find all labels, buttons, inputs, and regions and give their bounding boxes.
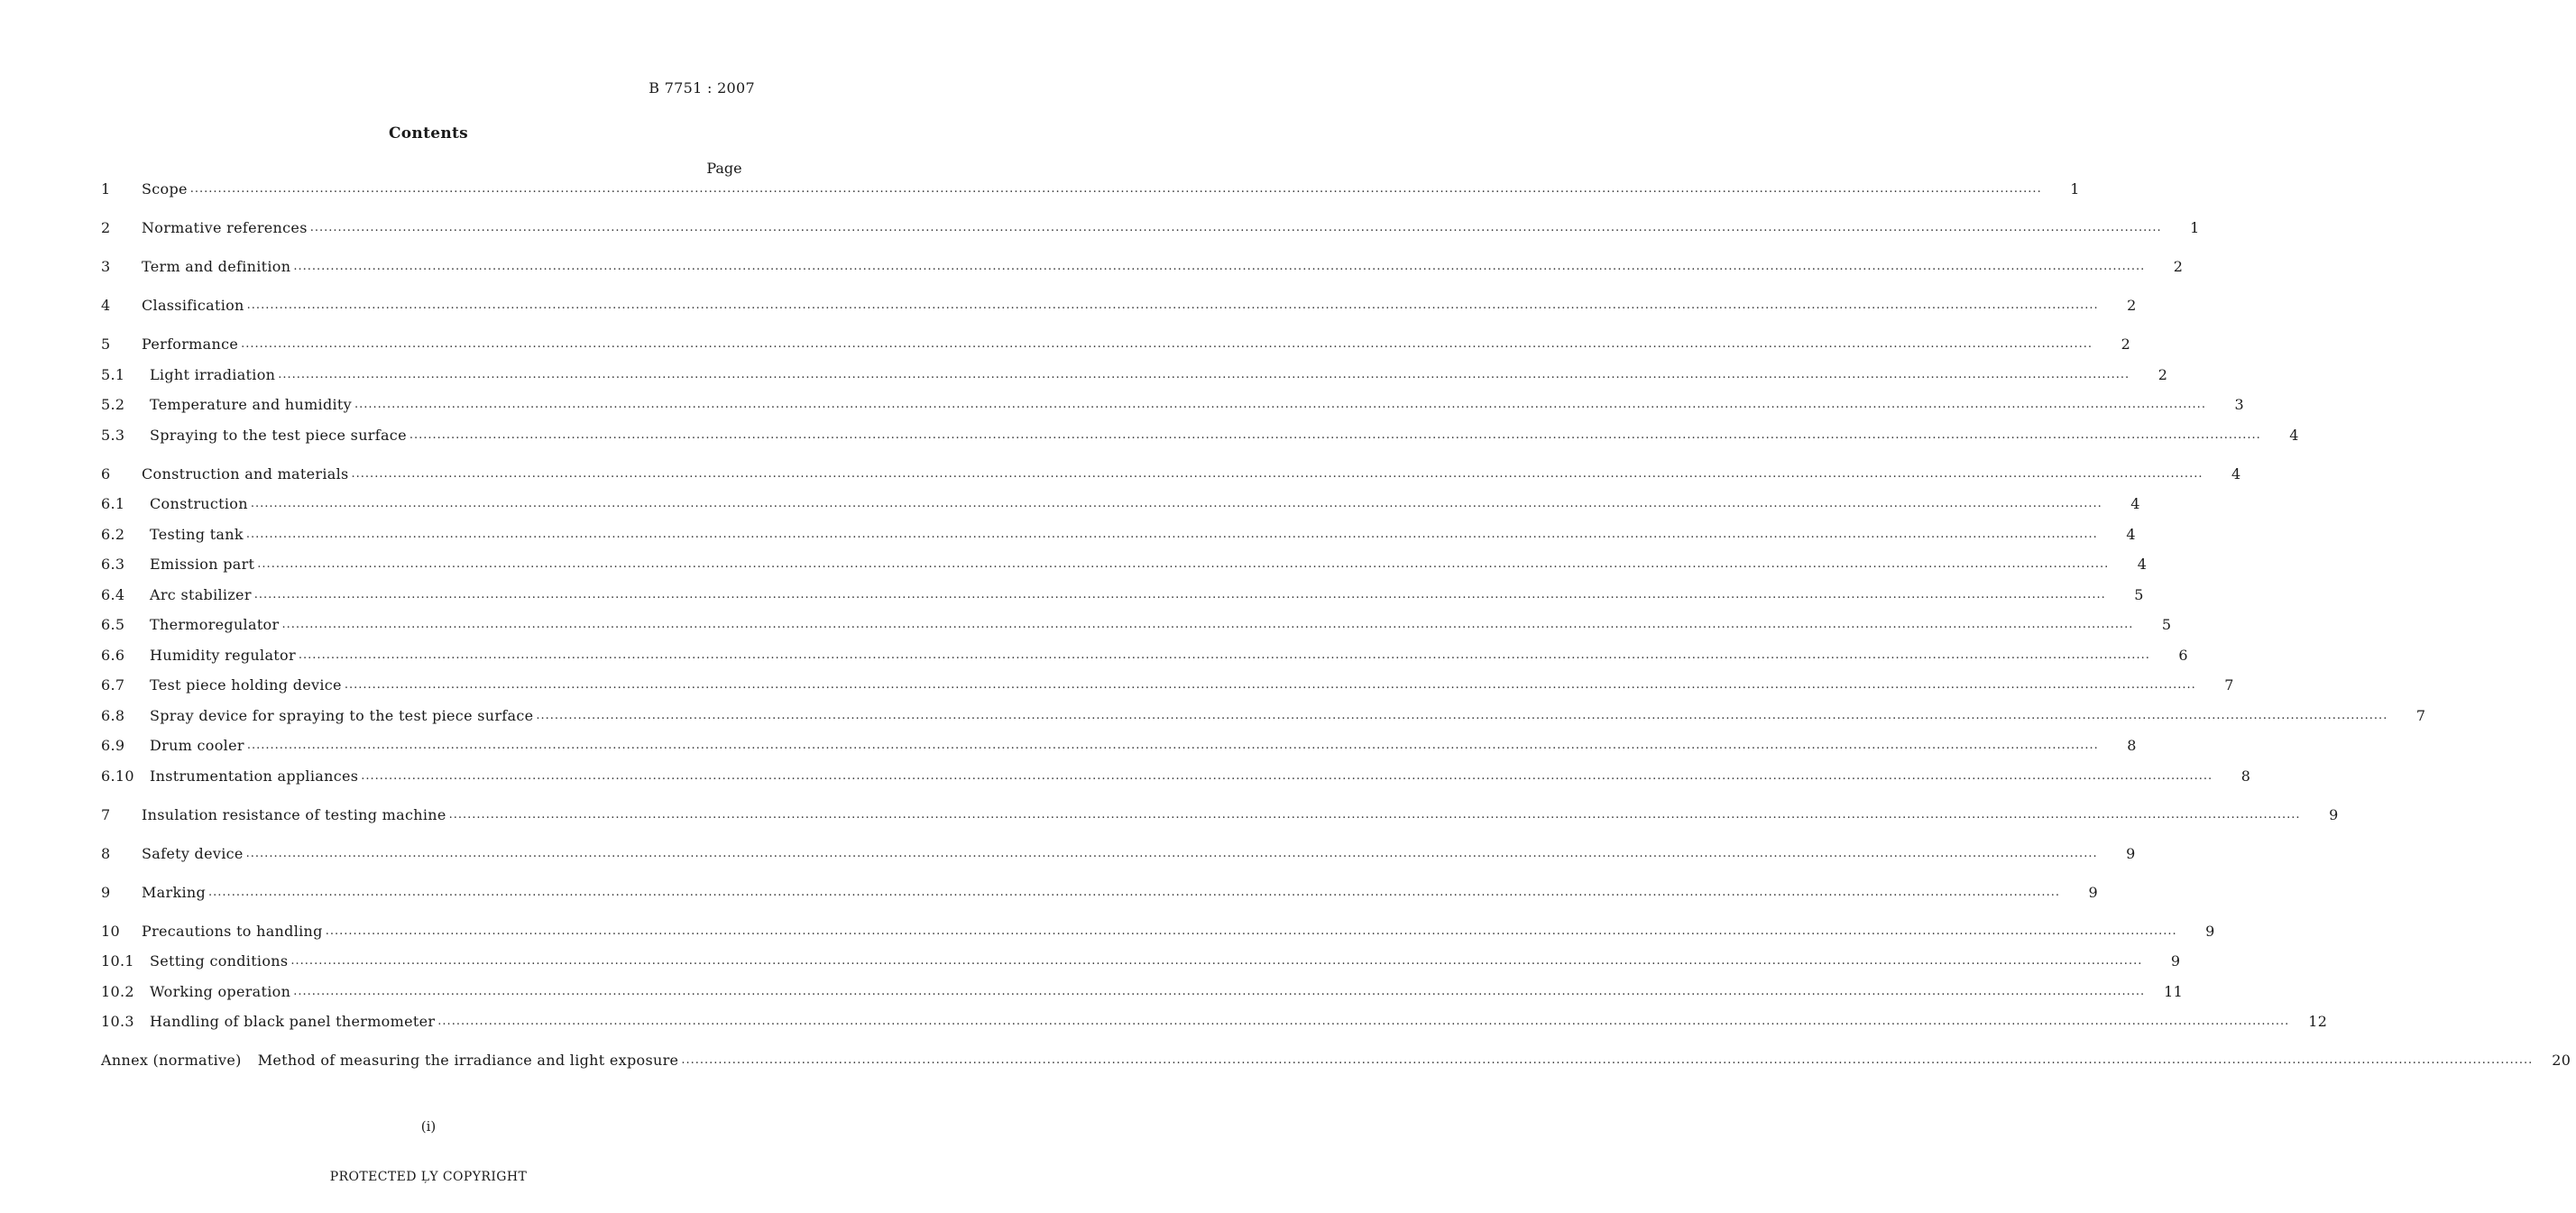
toc-entry-number: 6.3: [101, 556, 125, 573]
toc-entry-label: Performance: [142, 335, 239, 353]
dot-leader: ................................................................................................................................................................................................................................................................................................................................................................................................................: [448, 807, 2301, 822]
dot-leader: ................................................................................................................................................................................................................................................................................................................................................................................................................: [351, 466, 2203, 481]
dot-leader: ................................................................................................................................................................................................................................................................................................................................................................................................................: [409, 427, 2261, 442]
toc-entry[interactable]: [101, 335, 2131, 354]
toc-entry-page: 8: [2127, 737, 2137, 754]
toc-entry-number: 6.1: [101, 495, 125, 512]
dot-leader: ................................................................................................................................................................................................................................................................................................................................................................................................................: [290, 954, 2143, 968]
toc-entry-label: Spraying to the test piece surface: [150, 426, 407, 444]
toc-entry-page: 1: [2070, 180, 2080, 198]
toc-entry-number: 3: [101, 258, 111, 275]
toc-entry-label: Marking: [142, 883, 207, 901]
toc-entry-number: 10: [101, 922, 120, 940]
dot-leader: ................................................................................................................................................................................................................................................................................................................................................................................................................: [246, 739, 2099, 752]
toc-entry-page: 4: [2289, 426, 2299, 444]
dot-leader: ................................................................................................................................................................................................................................................................................................................................................................................................................: [245, 846, 2098, 860]
toc-entry-label: Insulation resistance of testing machine: [142, 805, 446, 823]
toc-entry-page: 11: [2164, 982, 2184, 1000]
toc-entry-label: Classification: [142, 297, 244, 314]
toc-entry[interactable]: [101, 365, 2168, 385]
toc-entry-number: 9: [101, 883, 111, 901]
page-column-header: Page: [706, 160, 742, 177]
toc-entry[interactable]: [101, 646, 2188, 666]
toc-entry[interactable]: [101, 179, 2080, 199]
toc-entry-page: 9: [2329, 805, 2339, 823]
toc-entry[interactable]: [101, 585, 2144, 605]
toc-entry[interactable]: [101, 844, 2136, 864]
toc-entry-label: Safety device: [142, 844, 244, 862]
toc-entry-number: 6.8: [101, 706, 125, 724]
toc-entry-label: Scope: [142, 180, 188, 198]
toc-entry-number: 2: [101, 219, 111, 236]
toc-entry-number: 6: [101, 464, 111, 482]
toc-entry-page: 4: [2231, 464, 2241, 482]
toc-entry-number: 5.3: [101, 426, 125, 444]
toc-entry-page: 8: [2240, 767, 2251, 785]
toc-entry-number: 6.9: [101, 737, 125, 754]
toc-entry-page: 1: [2190, 219, 2200, 236]
dot-leader: ................................................................................................................................................................................................................................................................................................................................................................................................................: [293, 984, 2146, 998]
table-of-contents: [101, 179, 2571, 1071]
dot-leader: ................................................................................................................................................................................................................................................................................................................................................................................................................: [245, 527, 2098, 541]
toc-entry[interactable]: [101, 951, 2181, 971]
dot-leader: ................................................................................................................................................................................................................................................................................................................................................................................................................: [278, 367, 2130, 381]
copyright-notice: PROTECTED ĻY COPYRIGHT: [329, 1170, 528, 1184]
toc-entry-page: 2: [2127, 297, 2137, 314]
toc-entry[interactable]: [101, 767, 2251, 786]
footer-page-number: (i): [420, 1118, 437, 1135]
toc-entry-label: Instrumentation appliances: [150, 767, 359, 785]
toc-entry-number: 7: [101, 805, 111, 823]
toc-entry[interactable]: [101, 257, 2184, 277]
dot-leader: ................................................................................................................................................................................................................................................................................................................................................................................................................: [246, 299, 2099, 312]
dot-leader: ................................................................................................................................................................................................................................................................................................................................................................................................................: [325, 924, 2177, 938]
toc-entry-number: 6.10: [101, 767, 134, 785]
toc-entry-page: 5: [2161, 616, 2172, 633]
toc-entry-page: 7: [2224, 676, 2234, 694]
toc-entry-page: 4: [2126, 525, 2136, 543]
toc-entry-label: Precautions to handling: [142, 922, 323, 940]
toc-entry-number: 10.3: [101, 1013, 134, 1030]
toc-entry[interactable]: [101, 675, 2234, 695]
toc-entry[interactable]: [101, 296, 2137, 316]
toc-entry-page: 2: [2157, 365, 2168, 383]
toc-entry-number: 6.2: [101, 525, 125, 543]
toc-entry[interactable]: [101, 426, 2299, 446]
toc-entry-label: Temperature and humidity: [150, 396, 353, 413]
dot-leader: ................................................................................................................................................................................................................................................................................................................................................................................................................: [208, 885, 2060, 899]
toc-entry-label: Setting conditions: [150, 952, 289, 969]
toc-entry-label: Testing tank: [150, 525, 244, 543]
toc-entry[interactable]: [101, 706, 2426, 726]
toc-entry-number: 6.4: [101, 585, 125, 603]
dot-leader: ................................................................................................................................................................................................................................................................................................................................................................................................................: [361, 768, 2213, 783]
toc-entry-label: Normative references: [142, 219, 308, 236]
toc-entry-page: 7: [2415, 706, 2426, 724]
toc-entry-page: 2: [2173, 258, 2184, 275]
toc-entry-label: Drum cooler: [150, 737, 244, 754]
toc-entry[interactable]: [101, 805, 2339, 825]
toc-entry-label: Spray device for spraying to the test piece surface: [150, 706, 534, 724]
annex-prefix: Annex (normative): [101, 1052, 242, 1069]
toc-entry-label: Arc stabilizer: [150, 585, 252, 603]
toc-entry-page: 6: [2178, 646, 2188, 664]
toc-entry[interactable]: [101, 525, 2136, 545]
toc-entry-page: 3: [2234, 396, 2244, 413]
toc-entry-number: 6.7: [101, 676, 125, 694]
annex-label: Method of measuring the irradiance and light exposure: [257, 1052, 679, 1069]
toc-entry-number: 1: [101, 180, 111, 198]
toc-entry-number: 6.6: [101, 646, 125, 664]
toc-entry-page: 4: [2130, 495, 2140, 512]
toc-entry-page: 12: [2308, 1013, 2328, 1030]
document-id: B 7751 : 2007: [649, 79, 755, 96]
dot-leader: ................................................................................................................................................................................................................................................................................................................................................................................................................: [298, 648, 2150, 662]
dot-leader: ................................................................................................................................................................................................................................................................................................................................................................................................................: [257, 557, 2110, 571]
dot-leader: ................................................................................................................................................................................................................................................................................................................................................................................................................: [536, 708, 2388, 722]
dot-leader: ................................................................................................................................................................................................................................................................................................................................................................................................................: [437, 1015, 2290, 1028]
toc-entry-number: 5.1: [101, 365, 125, 383]
page-title: Contents: [388, 124, 469, 142]
dot-leader: ................................................................................................................................................................................................................................................................................................................................................................................................................: [241, 337, 2093, 351]
toc-entry-label: Term and definition: [142, 258, 291, 275]
toc-entry[interactable]: [101, 883, 2098, 903]
toc-entry-label: Construction and materials: [142, 464, 349, 482]
toc-entry-page: 9: [2088, 883, 2098, 901]
dot-leader: ................................................................................................................................................................................................................................................................................................................................................................................................................: [354, 398, 2206, 411]
dot-leader: ................................................................................................................................................................................................................................................................................................................................................................................................................: [309, 221, 2162, 234]
toc-entry[interactable]: [101, 494, 2140, 514]
toc-entry-label: Thermoregulator: [150, 616, 280, 633]
toc-entry[interactable]: [101, 982, 2184, 1002]
toc-entry-number: 8: [101, 844, 111, 862]
toc-entry-page: 5: [2134, 585, 2144, 603]
toc-entry-label: Working operation: [150, 982, 291, 1000]
toc-entry-page: 2: [2121, 335, 2131, 353]
toc-entry[interactable]: [101, 395, 2244, 415]
toc-entry-number: 6.5: [101, 616, 125, 633]
toc-entry[interactable]: [101, 615, 2172, 635]
toc-entry[interactable]: [101, 555, 2148, 574]
toc-entry-label: Construction: [150, 495, 248, 512]
toc-entry-number: 5: [101, 335, 111, 353]
toc-entry-page: 9: [2205, 922, 2215, 940]
toc-entry[interactable]: [101, 922, 2215, 942]
dot-leader: ................................................................................................................................................................................................................................................................................................................................................................................................................: [293, 260, 2146, 273]
toc-entry-number: 4: [101, 297, 111, 314]
toc-entry-label: Emission part: [150, 556, 255, 573]
dot-leader: ................................................................................................................................................................................................................................................................................................................................................................................................................: [189, 182, 2042, 196]
toc-entry-label: Handling of black panel thermometer: [150, 1013, 436, 1030]
toc-entry-number: 10.1: [101, 952, 134, 969]
toc-entry-label: Test piece holding device: [150, 676, 342, 694]
toc-entry[interactable]: [101, 736, 2137, 756]
toc-entry[interactable]: [101, 218, 2200, 238]
toc-entry[interactable]: [101, 464, 2241, 484]
toc-entry-page: 9: [2170, 952, 2181, 969]
dot-leader: ................................................................................................................................................................................................................................................................................................................................................................................................................: [250, 497, 2102, 510]
toc-entry[interactable]: [101, 1012, 2328, 1032]
toc-entry-page: 4: [2137, 556, 2148, 573]
annex-page: 20: [2552, 1052, 2571, 1069]
toc-annex-entry[interactable]: [101, 1051, 2571, 1071]
dot-leader: ................................................................................................................................................................................................................................................................................................................................................................................................................: [681, 1053, 2534, 1067]
toc-entry-label: Light irradiation: [150, 365, 276, 383]
toc-entry-number: 5.2: [101, 396, 125, 413]
dot-leader: ................................................................................................................................................................................................................................................................................................................................................................................................................: [253, 587, 2106, 602]
dot-leader: ................................................................................................................................................................................................................................................................................................................................................................................................................: [281, 618, 2134, 631]
toc-entry-label: Humidity regulator: [150, 646, 296, 664]
toc-entry-page: 9: [2126, 844, 2136, 862]
dot-leader: ................................................................................................................................................................................................................................................................................................................................................................................................................: [344, 678, 2196, 692]
toc-entry-number: 10.2: [101, 982, 134, 1000]
